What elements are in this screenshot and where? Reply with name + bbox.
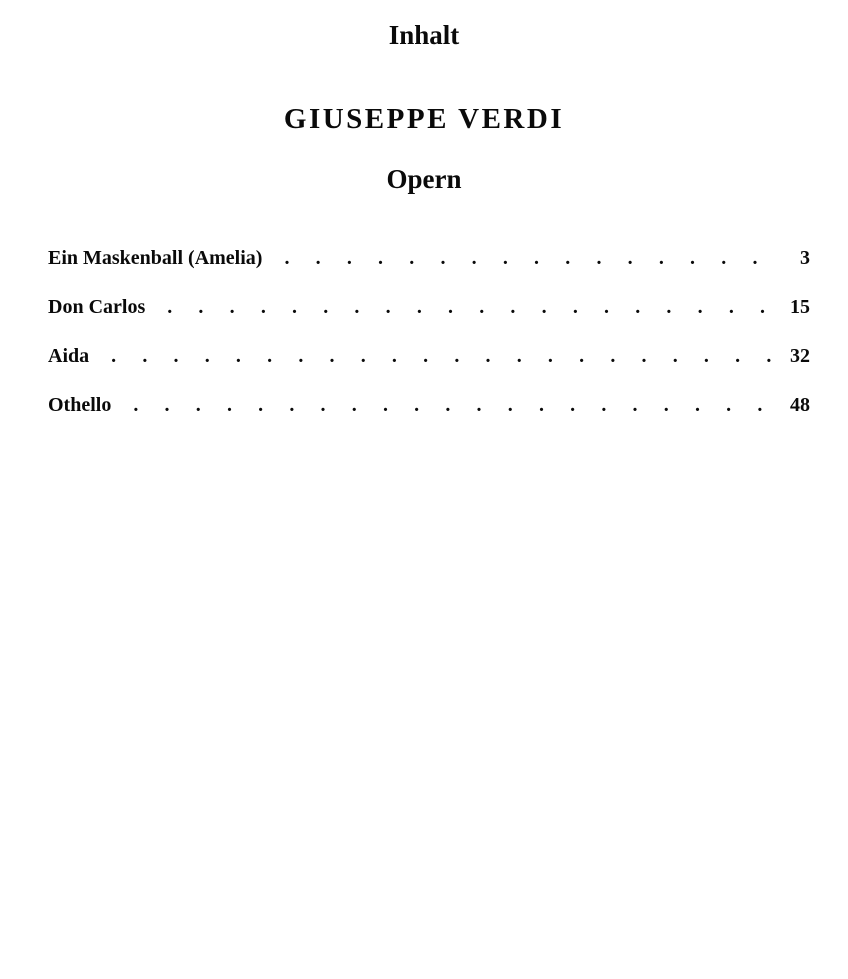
dot-leader [284,246,772,270]
toc-entry-page: 48 [790,394,810,416]
toc-entry-page: 15 [790,296,810,318]
dot-leader [133,393,772,417]
toc-entry-title: Aida [48,345,90,367]
toc-entry-othello [48,393,810,442]
toc-entry-title: Othello [48,394,112,416]
toc-entry-title: Don Carlos [48,296,146,318]
dot-leader [167,295,772,319]
toc-entry-page: 3 [800,247,810,269]
toc-entry-aida [48,344,810,393]
toc-entry-ein-maskenball [48,246,810,295]
dot-leader [111,344,772,368]
composer-heading: GIUSEPPE VERDI [283,103,565,135]
section-heading: Opern [386,164,462,194]
toc-entry-don-carlos [48,295,810,344]
toc-entry-title: Ein Maskenball (Amelia) [48,247,263,269]
table-of-contents [48,246,810,442]
toc-entry-page: 32 [790,345,810,367]
page-title: Inhalt [388,20,460,50]
